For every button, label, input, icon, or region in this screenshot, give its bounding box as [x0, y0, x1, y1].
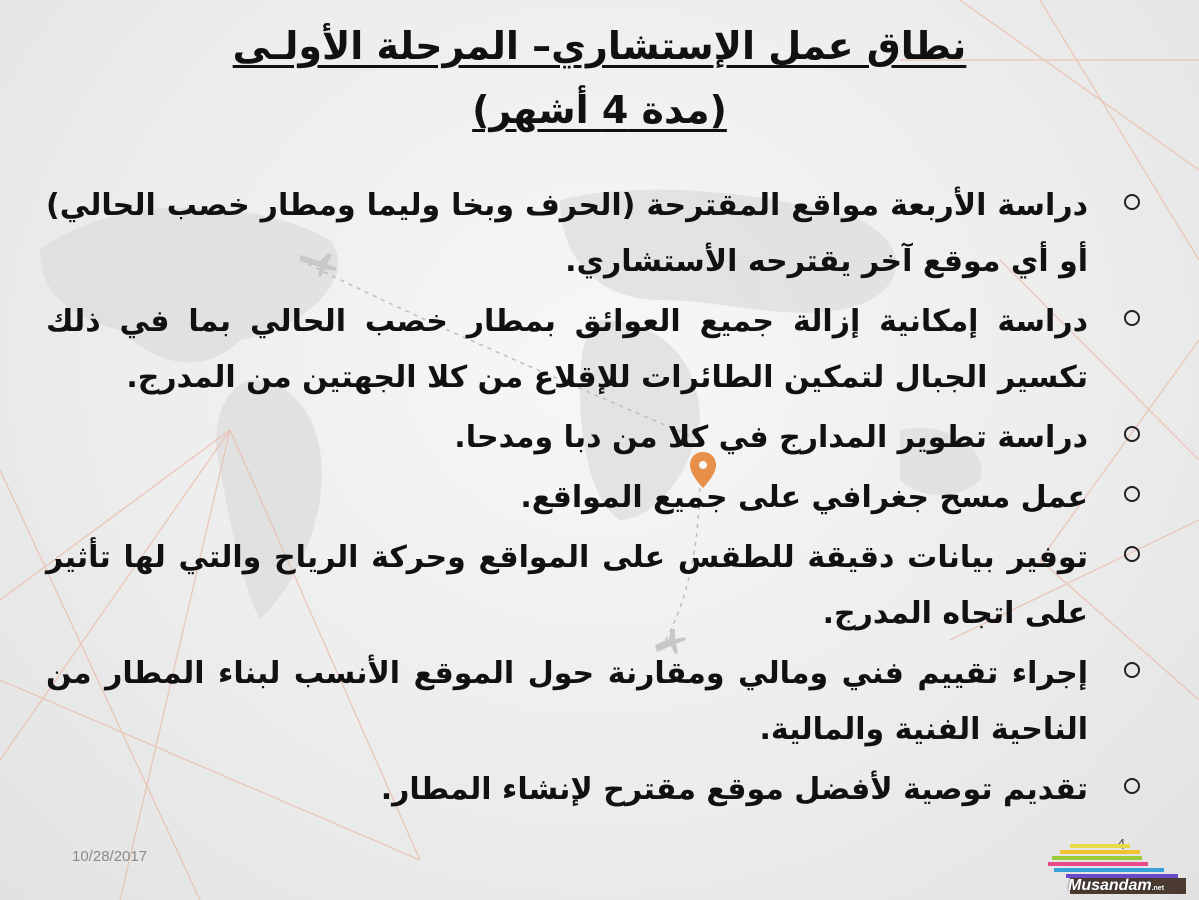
bullet-item: [46, 762, 1146, 818]
slide-title: نطاق عمل الإستشاري– المرحلة الأولـى: [232, 24, 967, 68]
bullet-item: [46, 410, 1146, 466]
bullet-text: توفير بيانات دقيقة للطقس على المواقع وحركة الرياح والتي لها تأثير على اتجاه المدرج.: [46, 540, 1088, 631]
circle-bullet-icon: [1124, 310, 1140, 326]
circle-bullet-icon: [1124, 778, 1140, 794]
bullet-text: تقديم توصية لأفضل موقع مقترح لإنشاء المطار.: [380, 772, 1088, 807]
bullet-item: [46, 646, 1146, 758]
bullet-text: دراسة إمكانية إزالة جميع العوائق بمطار خصب الحالي بما في ذلك تكسير الجبال لتمكين الطائرات للإقلاع من كلا الجهتين من المدرج.: [46, 304, 1088, 395]
bullet-item: [46, 530, 1146, 642]
bullet-text: إجراء تقييم فني ومالي ومقارنة حول الموقع الأنسب لبناء المطار من الناحية الفنية والمالية.: [46, 656, 1088, 747]
circle-bullet-icon: [1124, 194, 1140, 210]
bullet-item: [46, 178, 1146, 290]
circle-bullet-icon: [1124, 486, 1140, 502]
bullet-list: [46, 178, 1146, 822]
bullet-text: دراسة الأربعة مواقع المقترحة (الحرف وبخا وليما ومطار خصب الحالي) أو أي موقع آخر يقترحه الأستشاري.: [46, 188, 1088, 279]
bullet-text: دراسة تطوير المدارج في كلا من دبا ومدحا.: [454, 420, 1088, 455]
bullet-text: عمل مسح جغرافي على جميع المواقع.: [520, 480, 1088, 515]
bullet-item: [46, 470, 1146, 526]
circle-bullet-icon: [1124, 426, 1140, 442]
circle-bullet-icon: [1124, 546, 1140, 562]
slide-date: 10/28/2017: [72, 848, 148, 865]
circle-bullet-icon: [1124, 662, 1140, 678]
slide-subtitle: (مدة 4 أشهر): [472, 88, 727, 132]
bullet-item: [46, 294, 1146, 406]
logo-text: Musandam.net: [1068, 877, 1165, 894]
